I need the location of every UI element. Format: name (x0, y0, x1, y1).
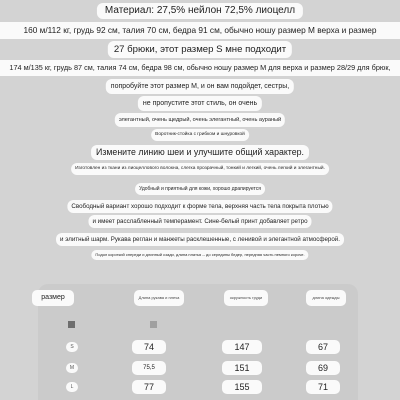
size-row-label-m: M (66, 363, 78, 373)
size-column-header: размер (32, 290, 74, 306)
length-column-header: длина одежды (306, 290, 346, 306)
size-s-chest: 147 (222, 340, 262, 354)
fit-line-b: и имеет расслабленный темперамент. Сине-белый принт добавляет ретро (88, 215, 311, 228)
size-m-chest: 151 (222, 361, 262, 375)
elegant-line: элегантный, очень щедрый, очень элегантный, очень аураный (115, 113, 285, 127)
size-l-sleeve: 77 (132, 380, 166, 394)
neckline-line: Измените линию шеи и улучшите общий характер. (91, 145, 309, 160)
size-s-sleeve: 74 (132, 340, 166, 354)
size-l-length: 71 (306, 380, 340, 394)
size-s-length: 67 (306, 340, 340, 354)
size-table-header (24, 286, 376, 310)
color-swatch-dark (68, 321, 75, 328)
dont-miss-line: не пропустите этот стиль, он очень (138, 96, 262, 111)
size-m-sleeve: 75,5 (132, 361, 166, 375)
model1-line-b: 27 брюки, этот размер S мне подходит (108, 41, 292, 58)
model2-line-a: 174 м/135 кг, грудь 87 см, талия 74 см, бедра 98 см, обычно ношу размер M для верха и размер 28/29 для брюк, (0, 60, 400, 76)
model2-line-b: попробуйте этот размер M, и он вам подойдет, сестры, (106, 79, 294, 94)
color-swatch-light (150, 321, 157, 328)
fabric-line: Изготовлен из ткани из лиоцеллового волокна, слегка прозрачный, тонкий и легкий, очень легкий и элегантный. (71, 163, 329, 175)
size-m-length: 69 (306, 361, 340, 375)
size-l-chest: 155 (222, 380, 262, 394)
fit-line-c: и элитный шарм. Рукава реглан и манжеты расклешенные, с ленивой и элегантной атмосферой. (56, 233, 344, 246)
hem-line: Подол короткий спереди и длинный сзади, длина платья -- до середины бедер, передняя часть немного короче. (91, 250, 308, 260)
comfort-line: Удобный и приятный для кожи, хорошо драпируется (135, 183, 265, 195)
material-line: Материал: 27,5% нейлон 72,5% лиоцелл (97, 3, 303, 19)
size-row-label-s: S (66, 342, 78, 352)
size-row-label-l: L (66, 382, 78, 392)
chest-column-header: окружность груди (224, 290, 268, 306)
model1-line-a: 160 м/112 кг, грудь 92 см, талия 70 см, бедра 91 см, обычно ношу размер M верха и размер (0, 22, 400, 39)
collar-line: Воротник-стойка с грибком и шнуровкой (151, 129, 249, 141)
sleeve-length-column-header: Длина рукава и плеча (134, 290, 184, 306)
fit-line-a: Свободный вариант хорошо подходит к форме тела, верхняя часть тела покрыта плотью (67, 200, 332, 213)
